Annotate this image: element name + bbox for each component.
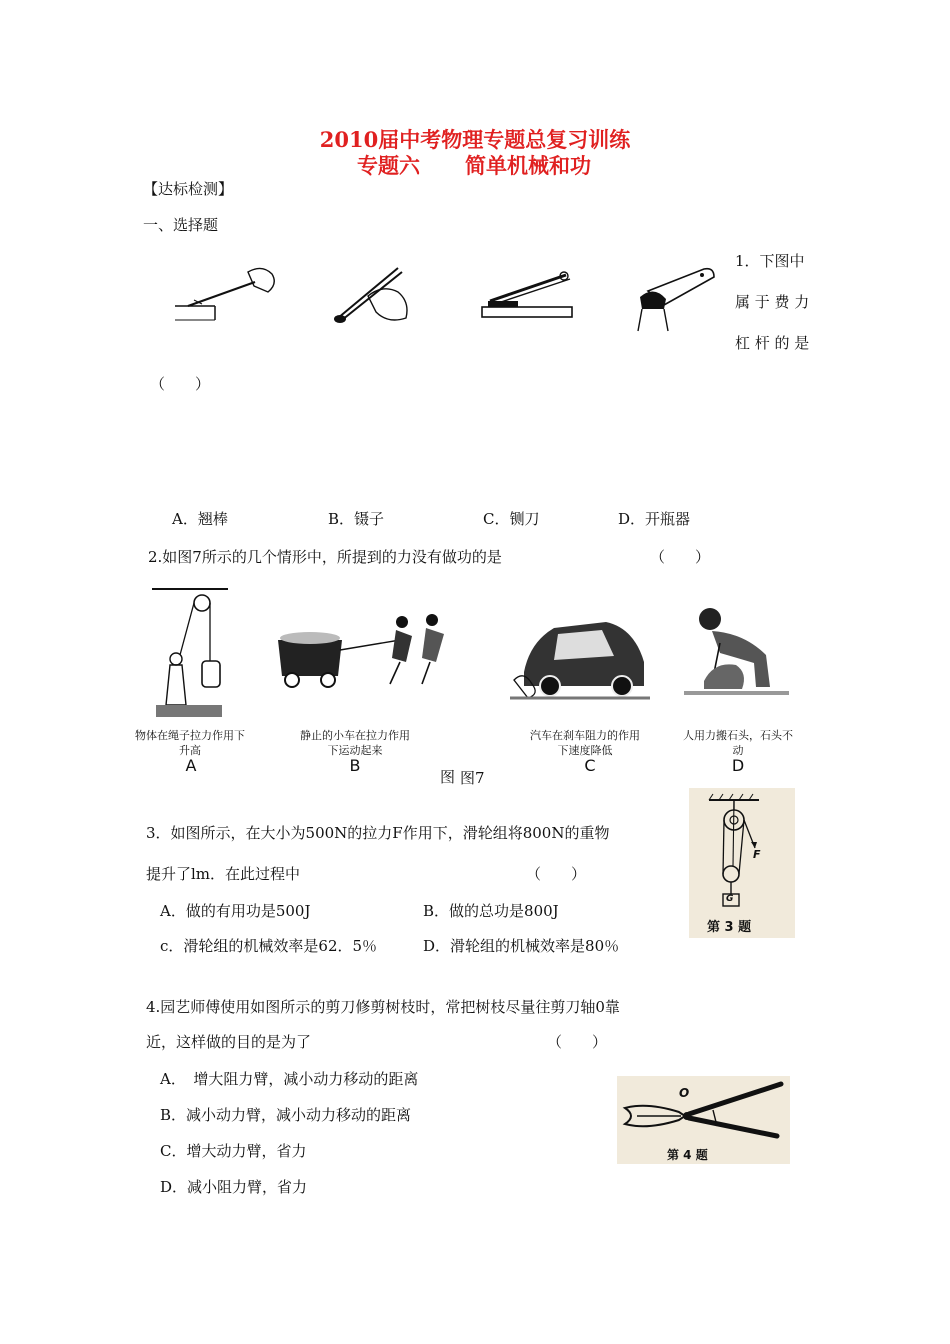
- q3-line2: 提升了lm．在此过程中: [146, 865, 301, 883]
- page-subtitle-right: 简单机械和功: [465, 153, 591, 178]
- q3-option-c: c．滑轮组的机械效率是62．5％: [160, 937, 378, 955]
- q3-option-d: D．滑轮组的机械效率是80％: [423, 937, 620, 955]
- q3-label-f: F: [753, 848, 761, 861]
- q2-caption-d: 人用力搬石头，石头不动: [683, 729, 793, 757]
- bottle-opener-illustration: [634, 265, 719, 333]
- q2-answer-paren: （ ）: [650, 548, 711, 566]
- q4-line1: 4.园艺师傅使用如图所示的剪刀修剪树枝时，常把树枝尽量往剪刀轴0靠: [146, 998, 620, 1016]
- q2-text: 2.如图7所示的几个情形中，所提到的力没有做功的是: [148, 548, 502, 566]
- q4-option-d: D．减小阻力臂，省力: [160, 1178, 308, 1196]
- page-title: 2010届中考物理专题总复习训练: [319, 127, 631, 152]
- q3-figure: [689, 788, 795, 938]
- q4-option-c: C．增大动力臂，省力: [160, 1142, 307, 1160]
- q3-option-a: A．做的有用功是500J: [160, 902, 311, 920]
- q4-option-b: B．减小动力臂，减小动力移动的距离: [160, 1106, 412, 1124]
- q4-option-a: A． 增大阻力臂，减小动力移动的距离: [160, 1070, 419, 1088]
- q2-letter-d: D: [731, 756, 745, 775]
- page-subtitle-left: 专题六: [357, 153, 420, 178]
- section-heading: 一、选择题: [143, 216, 219, 234]
- car-braking-illustration: [510, 602, 650, 702]
- q2-caption-b: 静止的小车在拉力作用下运动起来: [300, 729, 410, 757]
- q1-answer-paren: （ ）: [150, 375, 211, 393]
- q1-option-c: C．铡刀: [483, 510, 540, 528]
- q2-fig-fragment: 图: [440, 768, 456, 786]
- q4-fig-caption: 第 4 题: [667, 1148, 708, 1162]
- q3-option-b: B．做的总功是800J: [423, 902, 559, 920]
- q2-letter-b: B: [349, 756, 361, 775]
- q1-option-b: B．镊子: [328, 510, 385, 528]
- q4-answer-paren: （ ）: [547, 1033, 608, 1051]
- q2-figure-label: 图7: [460, 769, 485, 787]
- guillotine-cutter-illustration: [478, 265, 578, 323]
- pulley-lift-illustration: [150, 585, 230, 720]
- q3-fig-caption: 第 3 题: [707, 920, 752, 935]
- q3-label-g: G: [726, 894, 734, 904]
- q2-caption-c: 汽车在刹车阻力的作用下速度降低: [530, 729, 640, 757]
- q4-line2: 近，这样做的目的是为了: [146, 1033, 312, 1051]
- tweezers-illustration: [328, 262, 423, 328]
- q4-label-o: O: [679, 1086, 690, 1100]
- lifting-rock-illustration: [684, 603, 789, 701]
- pry-bar-illustration: [170, 262, 280, 324]
- cart-pull-illustration: [272, 610, 452, 690]
- q2-letter-a: A: [185, 756, 197, 775]
- q1-text-b: 属 于 费 力: [735, 293, 810, 311]
- q1-option-a: A．翘棒: [172, 510, 228, 528]
- q3-answer-paren: （ ）: [526, 865, 587, 883]
- q4-figure: [617, 1076, 790, 1164]
- q1-option-d: D．开瓶器: [618, 510, 691, 528]
- q2-letter-c: C: [584, 756, 596, 775]
- q1-text-a: 1．下图中: [735, 252, 805, 270]
- q2-caption-a: 物体在绳子拉力作用下升高: [135, 729, 245, 757]
- section-tag: 【达标检测】: [143, 180, 234, 198]
- q1-text-c: 杠 杆 的 是: [735, 334, 810, 352]
- q3-line1: 3．如图所示，在大小为500N的拉力F作用下，滑轮组将800N的重物: [146, 824, 610, 842]
